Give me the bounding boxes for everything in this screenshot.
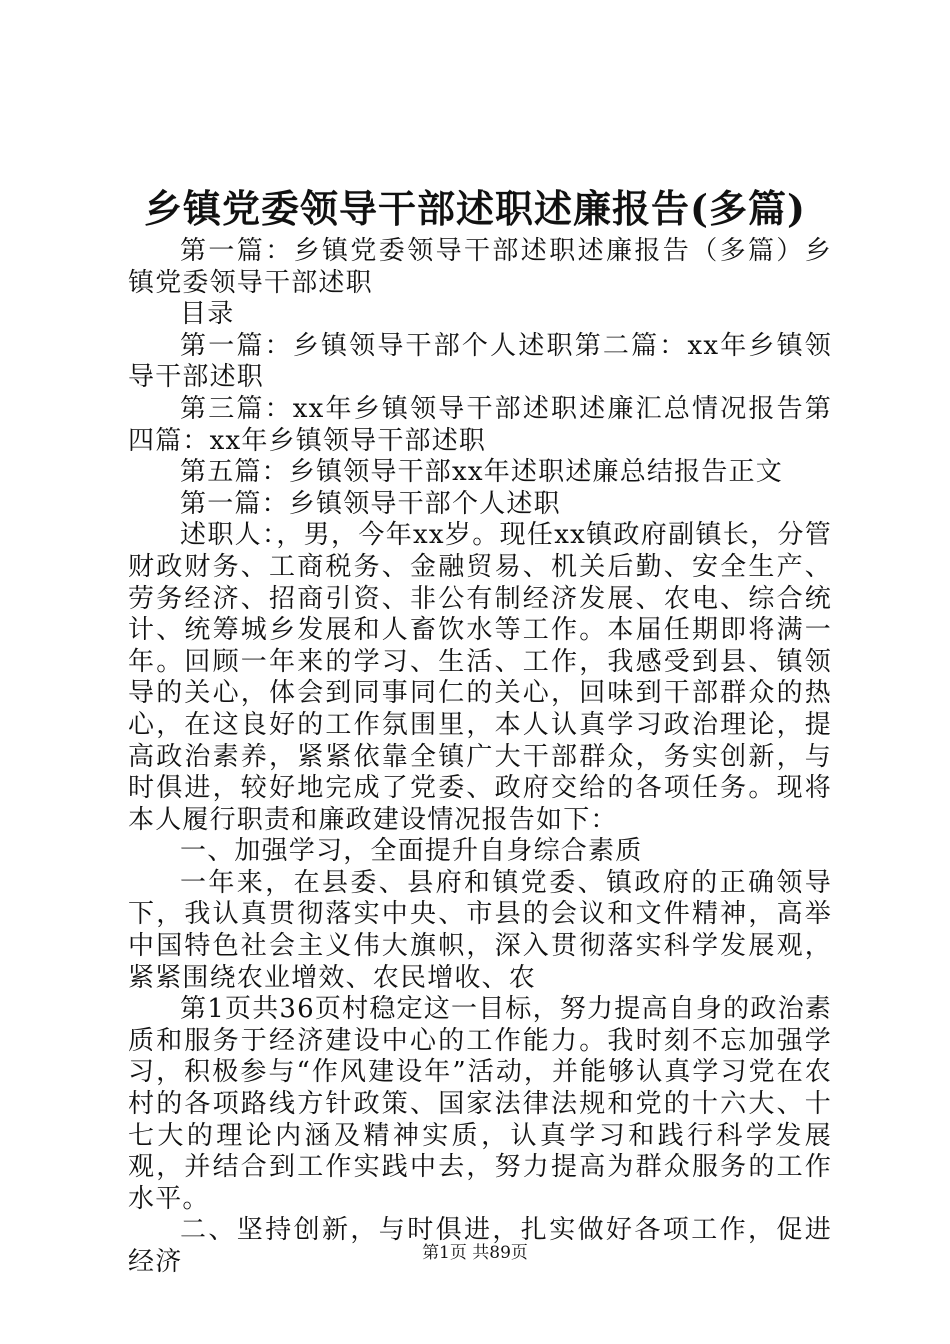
page-footer: 第1页 共89页 — [422, 1243, 528, 1263]
paragraph-toc-item: 第一篇：乡镇领导干部个人述职第二篇：xx年乡镇领导干部述职 — [128, 330, 832, 393]
paragraph-toc-item: 第三篇：xx年乡镇领导干部述职述廉汇总情况报告第四篇：xx年乡镇领导干部述职 — [128, 393, 832, 456]
paragraph-subheading: 一、加强学习，全面提升自身综合素质 — [180, 836, 643, 867]
paragraph-body: 一年来，在县委、县府和镇党委、镇政府的正确领导下，我认真贯彻落实中央、市县的会议和文件精神，高举中国特色社会主义伟大旗帜，深入贯彻落实科学发展观，紧紧围绕农业增效、农民增收、农 — [128, 867, 832, 993]
paragraph-section-heading: 第一篇：乡镇领导干部个人述职 — [180, 488, 561, 519]
document-body — [128, 236, 832, 1279]
paragraph-toc-item: 第五篇：乡镇领导干部xx年述职述廉总结报告正文 — [180, 457, 783, 488]
paragraph-toc-heading: 目录 — [180, 299, 235, 330]
document-title: 乡镇党委领导干部述职述廉报告(多篇) — [144, 186, 806, 231]
paragraph-body: 第1页共36页村稳定这一目标，努力提高自身的政治素质和服务于经济建设中心的工作能力。我时刻不忘加强学习，积极参与“作风建设年”活动，并能够认真学习党在农村的各项路线方针政策、国家法律法规和党的十六大、十七大的理论内涵及精神实质，认真学习和践行科学发展观，并结合到工作实践中去，努力提高为群众服务的工作水平。 — [128, 994, 832, 1214]
paragraph-subheading: 二、坚持创新，与时俱进，扎实做好各项工作，促进经济 — [128, 1215, 832, 1277]
paragraph-intro: 第一篇：乡镇党委领导干部述职述廉报告（多篇）乡镇党委领导干部述职 — [128, 236, 832, 298]
paragraph-body: 述职人：，男，今年xx岁。现任xx镇政府副镇长，分管财政财务、工商税务、金融贸易、机关后勤、安全生产、劳务经济、招商引资、非公有制经济发展、农电、综合统计、统筹城乡发展和人畜饮水等工作。本届任期即将满一年。回顾一年来的学习、生活、工作，我感受到县、镇领导的关心，体会到同事同仁的关心，回味到干部群众的热心，在这良好的工作氛围里，本人认真学习政治理论，提高政治素养，紧紧依靠全镇广大干部群众，务实创新，与时俱进，较好地完成了党委、政府交给的各项任务。现将本人履行职责和廉政建设情况报告如下： — [128, 520, 832, 835]
